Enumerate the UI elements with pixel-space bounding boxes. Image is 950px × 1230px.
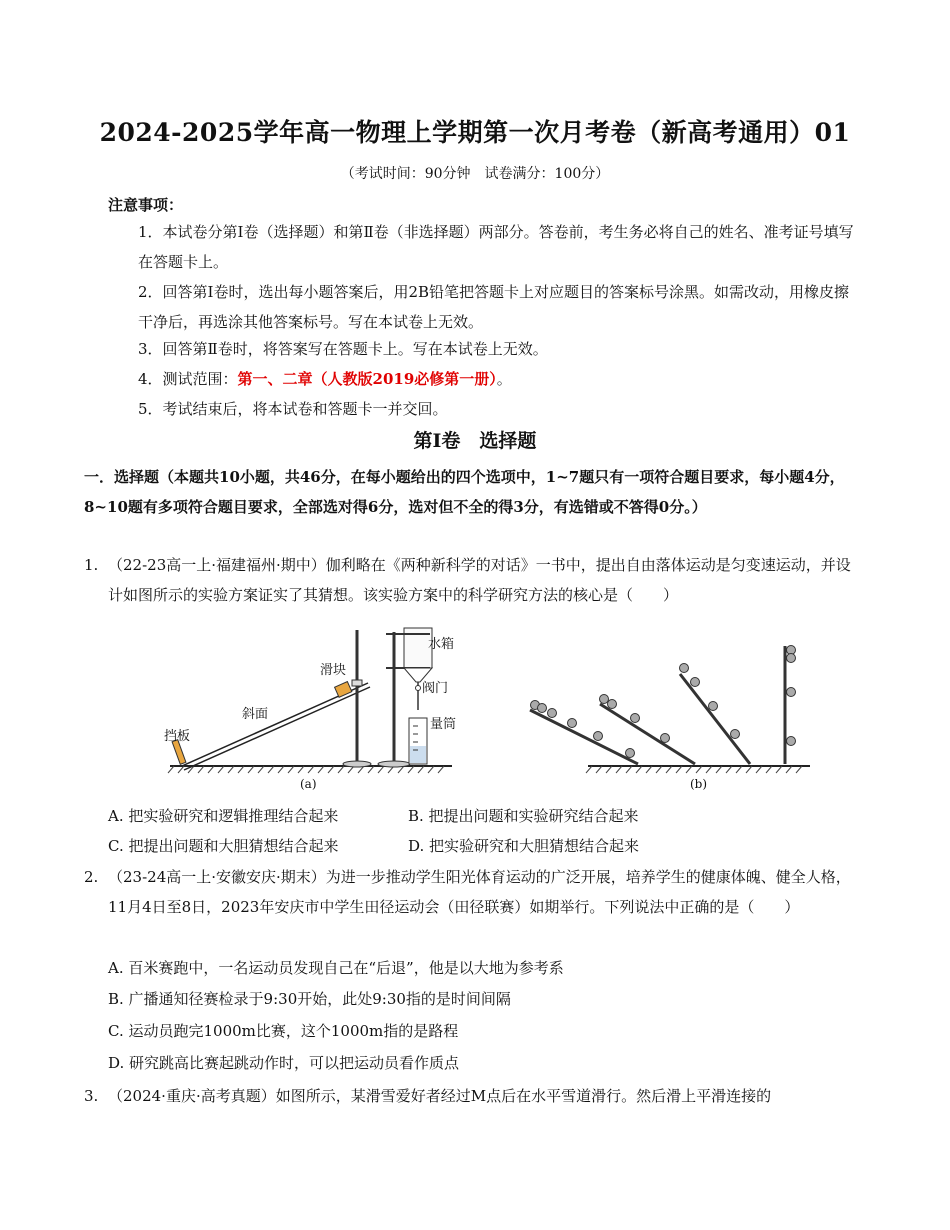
exam-title: 2024-2025学年高一物理上学期第一次月考卷（新高考通用）01	[99, 118, 851, 147]
q2-option-d[interactable]: D. 研究跳高比赛起跳动作时，可以把运动员看作质点	[108, 1054, 460, 1072]
water-apparatus	[378, 628, 432, 767]
note-item-1: 1．本试卷分第Ⅰ卷（选择题）和第Ⅱ卷（非选择题）两部分。答卷前，考生务必将自己的姓名、准考证号填写在答题卡上。	[138, 223, 854, 271]
label-a: (a)	[300, 777, 317, 791]
question-2	[84, 862, 864, 916]
label-slider: 滑块	[320, 663, 347, 678]
section-title: 第Ⅰ卷 选择题	[413, 430, 537, 452]
label-b: (b)	[690, 777, 708, 791]
label-valve: 阀门	[422, 681, 449, 696]
q2-option-c[interactable]: C. 运动员跑完1000m比赛，这个1000m指的是路程	[108, 1022, 459, 1040]
note-item-2: 2．回答第Ⅰ卷时，选出每小题答案后，用2B铅笔把答题卡上对应题目的答案标号涂黑。如需改动，用橡皮擦干净后，再选涂其他答案标号。写在本试卷上无效。	[138, 283, 850, 331]
exam-subtitle: （考试时间：90分钟 试卷满分：100分）	[340, 166, 610, 182]
ground-a	[168, 766, 452, 773]
note-item-3: 3．回答第Ⅱ卷时，将答案写在答题卡上。写在本试卷上无效。	[138, 340, 548, 358]
q2-option-b[interactable]: B. 广播通知径赛检录于9:30开始，此处9:30指的是时间间隔	[108, 990, 511, 1008]
notes-heading: 注意事项：	[108, 196, 184, 214]
label-baffle: 挡板	[164, 729, 191, 744]
question-1	[84, 550, 864, 604]
ramp-1	[530, 701, 638, 765]
q1-option-c[interactable]: C. 把提出问题和大胆猜想结合起来	[108, 837, 339, 855]
question-3	[84, 1081, 864, 1111]
label-tank: 水箱	[428, 637, 455, 652]
experiment-figure	[160, 618, 860, 798]
question-stem: （22-23高一上·福建福州·期中）伽利略在《两种新科学的对话》一书中，提出自由落体运动是匀变速运动，并设计如图所示的实验方案证实了其猜想。该实验方案中的科学研究方法的核心是（ ）	[108, 556, 851, 604]
q2-option-a[interactable]: A. 百米赛跑中，一名运动员发现自己在“后退”，他是以大地为参考系	[108, 959, 564, 977]
ramp-3	[680, 664, 751, 765]
note-item-5: 5．考试结束后，将本试卷和答题卡一并交回。	[138, 400, 448, 418]
q1-option-b[interactable]: B. 把提出问题和实验研究结合起来	[408, 807, 639, 825]
note-item-4: 4．测试范围：第一、二章（人教版2019必修第一册）。	[138, 370, 512, 388]
question-number: 1.	[84, 556, 99, 574]
question-number: 3.	[84, 1087, 99, 1105]
q1-option-a[interactable]: A. 把实验研究和逻辑推理结合起来	[108, 807, 339, 825]
question-stem: （23-24高一上·安徽安庆·期末）为进一步推动学生阳光体育运动的广泛开展，培养学生的健康体魄、健全人格，11月4日至8日，2023年安庆市中学生田径运动会（田径联赛）如期举行。下列说法中正确的是（ ）	[108, 868, 851, 916]
label-cylinder: 量筒	[430, 717, 457, 732]
question-number: 2.	[84, 868, 99, 886]
q1-option-d[interactable]: D. 把实验研究和大胆猜想结合起来	[408, 837, 640, 855]
stand	[343, 630, 371, 767]
slider-block	[335, 682, 352, 698]
question-stem: （2024·重庆·高考真题）如图所示，某滑雪爱好者经过M点后在水平雪道滑行。然后滑上平滑连接的	[108, 1087, 772, 1105]
label-incline: 斜面	[242, 707, 269, 722]
ground-b	[586, 766, 810, 773]
ramp-4-vertical	[785, 646, 796, 765]
test-scope-highlight: 第一、二章（人教版2019必修第一册）	[237, 370, 497, 388]
part-instructions: 一．选择题（本题共10小题，共46分，在每小题给出的四个选项中，1~7题只有一项符合题目要求，每小题4分，8~10题有多项符合题目要求，全部选对得6分，选对但不全的得3分，有选错或不答得0分。）	[84, 468, 845, 516]
